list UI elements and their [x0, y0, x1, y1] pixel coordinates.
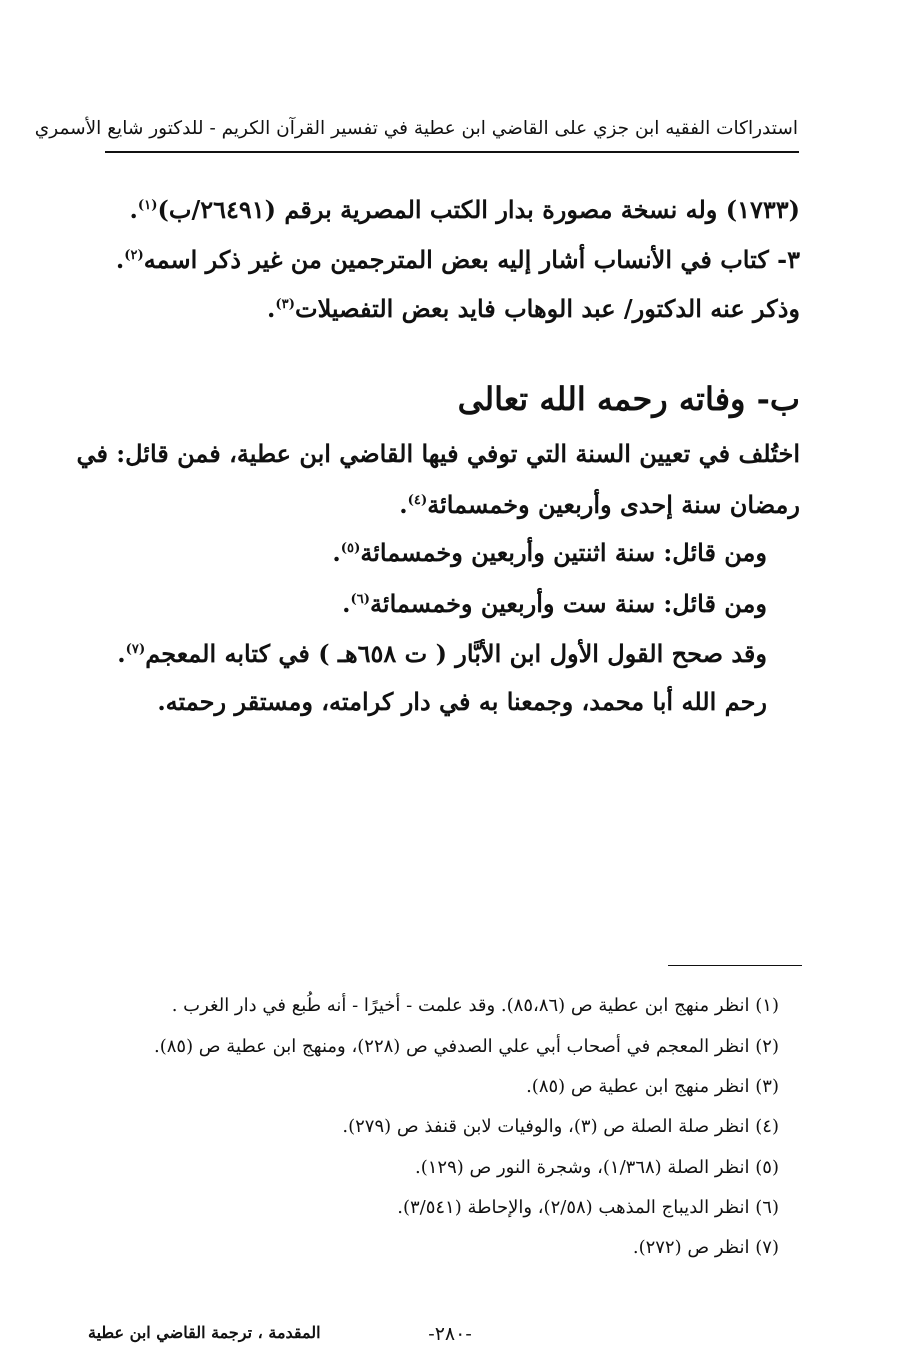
body-line: رمضان سنة إحدى وأربعين وخمسمائة$^{(٤)}$. — [399, 490, 800, 519]
header-divider — [105, 151, 799, 153]
footnote-ref: (٤) — [407, 493, 428, 508]
footnote-ref: (٢) — [124, 248, 144, 263]
footnote: (١) انظر منهج ابن عطية ص (٨٥،٨٦). وقد علمت - أخيرًا - أنه طُبع في دار الغرب . — [171, 995, 779, 1016]
body-paragraph: وذكر عنه الدكتور/ عبد الوهاب فايد بعض التفصيلات$^{(٣)}$. — [267, 294, 800, 323]
page-number: -٢٨٠- — [428, 1323, 472, 1345]
body-line: ومن قائل: سنة ست وأربعين وخمسمائة$^{(٦)}$. — [342, 589, 767, 618]
section-heading: ب- وفاته رحمه الله تعالى — [457, 380, 800, 418]
footnote-divider — [668, 965, 802, 966]
body-line: وقد صحح القول الأول ابن الأبَّار ( ت ٦٥٨هـ ) في كتابه المعجم$^{(٧)}$. — [117, 639, 767, 668]
footnote-ref: (٣) — [275, 297, 295, 312]
footnote: (٣) انظر منهج ابن عطية ص (٨٥). — [526, 1076, 779, 1097]
body-line: ومن قائل: سنة اثنتين وأربعين وخمسمائة$^{(٥)}$. — [332, 538, 767, 567]
body-line: رحم الله أبا محمد، وجمعنا به في دار كرامته، ومستقر رحمته. — [157, 687, 767, 716]
footnote-ref: (٦) — [350, 592, 371, 607]
footnote-ref: (٥) — [340, 541, 361, 556]
body-line: اختُلف في تعيين السنة التي توفي فيها القاضي ابن عطية، فمن قائل: في — [76, 439, 800, 468]
footnote: (٤) انظر صلة الصلة ص (٣)، والوفيات لابن قنفذ ص (٢٧٩). — [342, 1116, 779, 1137]
footnote: (٢) انظر المعجم في أصحاب أبي علي الصدفي ص (٢٢٨)، ومنهج ابن عطية ص (٨٥). — [153, 1036, 779, 1057]
footnote-ref: (٧) — [125, 642, 146, 657]
running-footer: المقدمة ، ترجمة القاضي ابن عطية — [88, 1323, 321, 1342]
footnote-ref: (١) — [137, 198, 158, 213]
footnote: (٧) انظر ص (٢٧٢). — [632, 1237, 779, 1258]
body-paragraph: (١٧٣٣) وله نسخة مصورة بدار الكتب المصرية برقم (٢٦٤٩١/ب)$^{(١)}$. — [129, 195, 800, 224]
body-paragraph: ٣- كتاب في الأنساب أشار إليه بعض المترجمين من غير ذكر اسمه$^{(٢)}$. — [115, 245, 800, 274]
footnote: (٥) انظر الصلة (١/٣٦٨)، وشجرة النور ص (١٢٩). — [414, 1157, 779, 1178]
footnote: (٦) انظر الديباج المذهب (٢/٥٨)، والإحاطة (٣/٥٤١). — [397, 1197, 779, 1218]
running-header: استدراكات الفقيه ابن جزي على القاضي ابن عطية في تفسير القرآن الكريم - للدكتور شايع الأسمري — [34, 118, 798, 139]
